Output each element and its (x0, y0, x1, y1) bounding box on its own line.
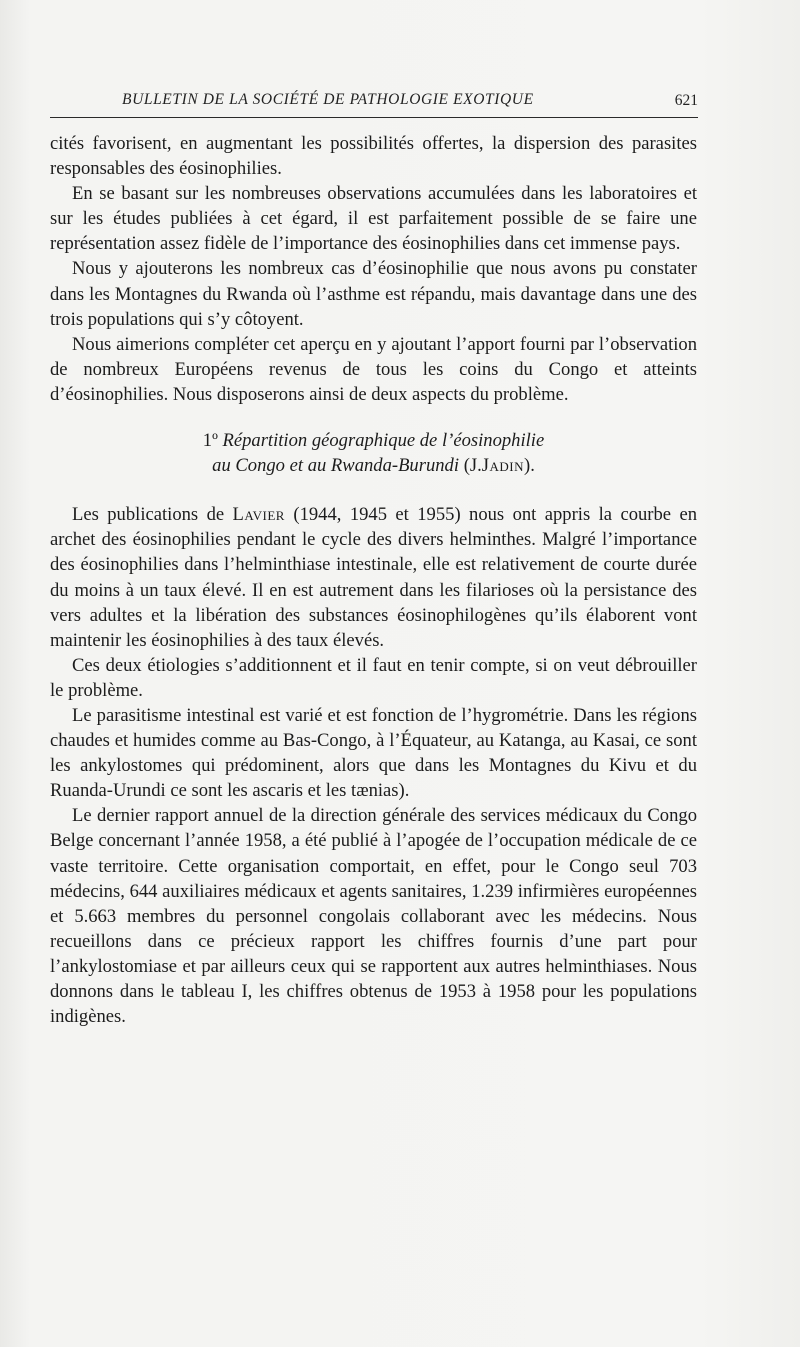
paragraph: Nous aimerions compléter cet aperçu en y ajoutant l’apport fourni par l’observation de nombreux Européens revenus de tous les coins du Congo et atteints d’éosinophilies. Nous disposerons ainsi de deux aspects du problème. (50, 333, 697, 405)
section-heading-line-1 (50, 428, 697, 453)
section-title-line-1: Répartition géographique de l’éosinophilie (222, 430, 545, 452)
page-number: 621 (674, 92, 698, 109)
section-author-open: (J. (463, 455, 482, 477)
section-title-line-2: au Congo et au Rwanda-Burundi (212, 455, 460, 477)
body-text (50, 131, 697, 1029)
running-title: BULLETIN DE LA SOCIÉTÉ DE PATHOLOGIE EXOTIQUE (122, 91, 534, 108)
paragraph: Ces deux étiologies s’additionnent et il faut en tenir compte, si on veut débrouiller le problème. (50, 654, 697, 701)
paragraph: En se basant sur les nombreuses observations accumulées dans les laboratoires et sur les études publiées à cet égard, il est parfaitement possible de se faire une représentation assez fidèle de l’importance des éosinophilies dans cet immense pays. (50, 183, 697, 255)
paragraph (50, 502, 697, 653)
page-header (50, 91, 698, 118)
paragraph: Le dernier rapport annuel de la direction générale des services médicaux du Congo Belge concernant l’année 1958, a été publié à l’apogée de l’occupation médicale de ce vaste territoire. Cette organisation comportait, en effet, pour le Congo seul 703 médecins, 644 auxiliaires médicaux et agents sanitaires, 1.239 infirmières européennes et 5.663 membres du personnel congolais collaborant avec les médecins. Nous recueillons dans ce précieux rapport les chiffres fournis d’une part pour l’ankylostomiase et par ailleurs ceux qui se rapportent aux autres helminthiases. Nous donnons dans le tableau I, les chiffres obtenus de 1953 à 1958 pour les populations indigènes. (50, 805, 697, 1028)
paragraph: Nous y ajouterons les nombreux cas d’éosinophilie que nous avons pu constater dans les Montagnes du Rwanda où l’asthme est répandu, mais davantage dans une des trois populations qui s’y côtoyent. (50, 258, 697, 330)
paragraph: Le parasitisme intestinal est varié et est fonction de l’hygrométrie. Dans les régions chaudes et humides comme au Bas-Congo, à l’Équateur, au Katanga, au Kasai, ce sont les ankylostomes qui prédominent, alors que dans les Montagnes du Kivu et du Ruanda-Urundi ce sont les ascaris et les tænias). (50, 704, 697, 802)
section-author-close: ). (524, 455, 535, 477)
section-author-name: Jadin (481, 455, 524, 477)
paragraph: cités favorisent, en augmentant les possibilités offertes, la dispersion des parasites responsables des éosinophilies. (50, 133, 697, 180)
section-heading-line-2 (50, 453, 697, 478)
paragraph-prefix: Les publications de (72, 504, 225, 526)
paragraph-rest: (1944, 1945 et 1955) nous ont appris la courbe en archet des éosinophilies pendant le cycle des divers helminthes. Malgré l’importance des éosinophilies dans l’helminthiase intestinale, elle est relativement de courte durée du moins à un taux élevé. Il en est autrement dans les filarioses où la persistance des vers adultes et la libération des substances éosinophilogènes qu’ils élaborent vont maintenir les éosinophilies à des taux élevés. (50, 504, 697, 651)
section-heading (50, 428, 697, 478)
section-number: 1º (202, 430, 218, 452)
cited-author: Lavier (232, 504, 285, 526)
